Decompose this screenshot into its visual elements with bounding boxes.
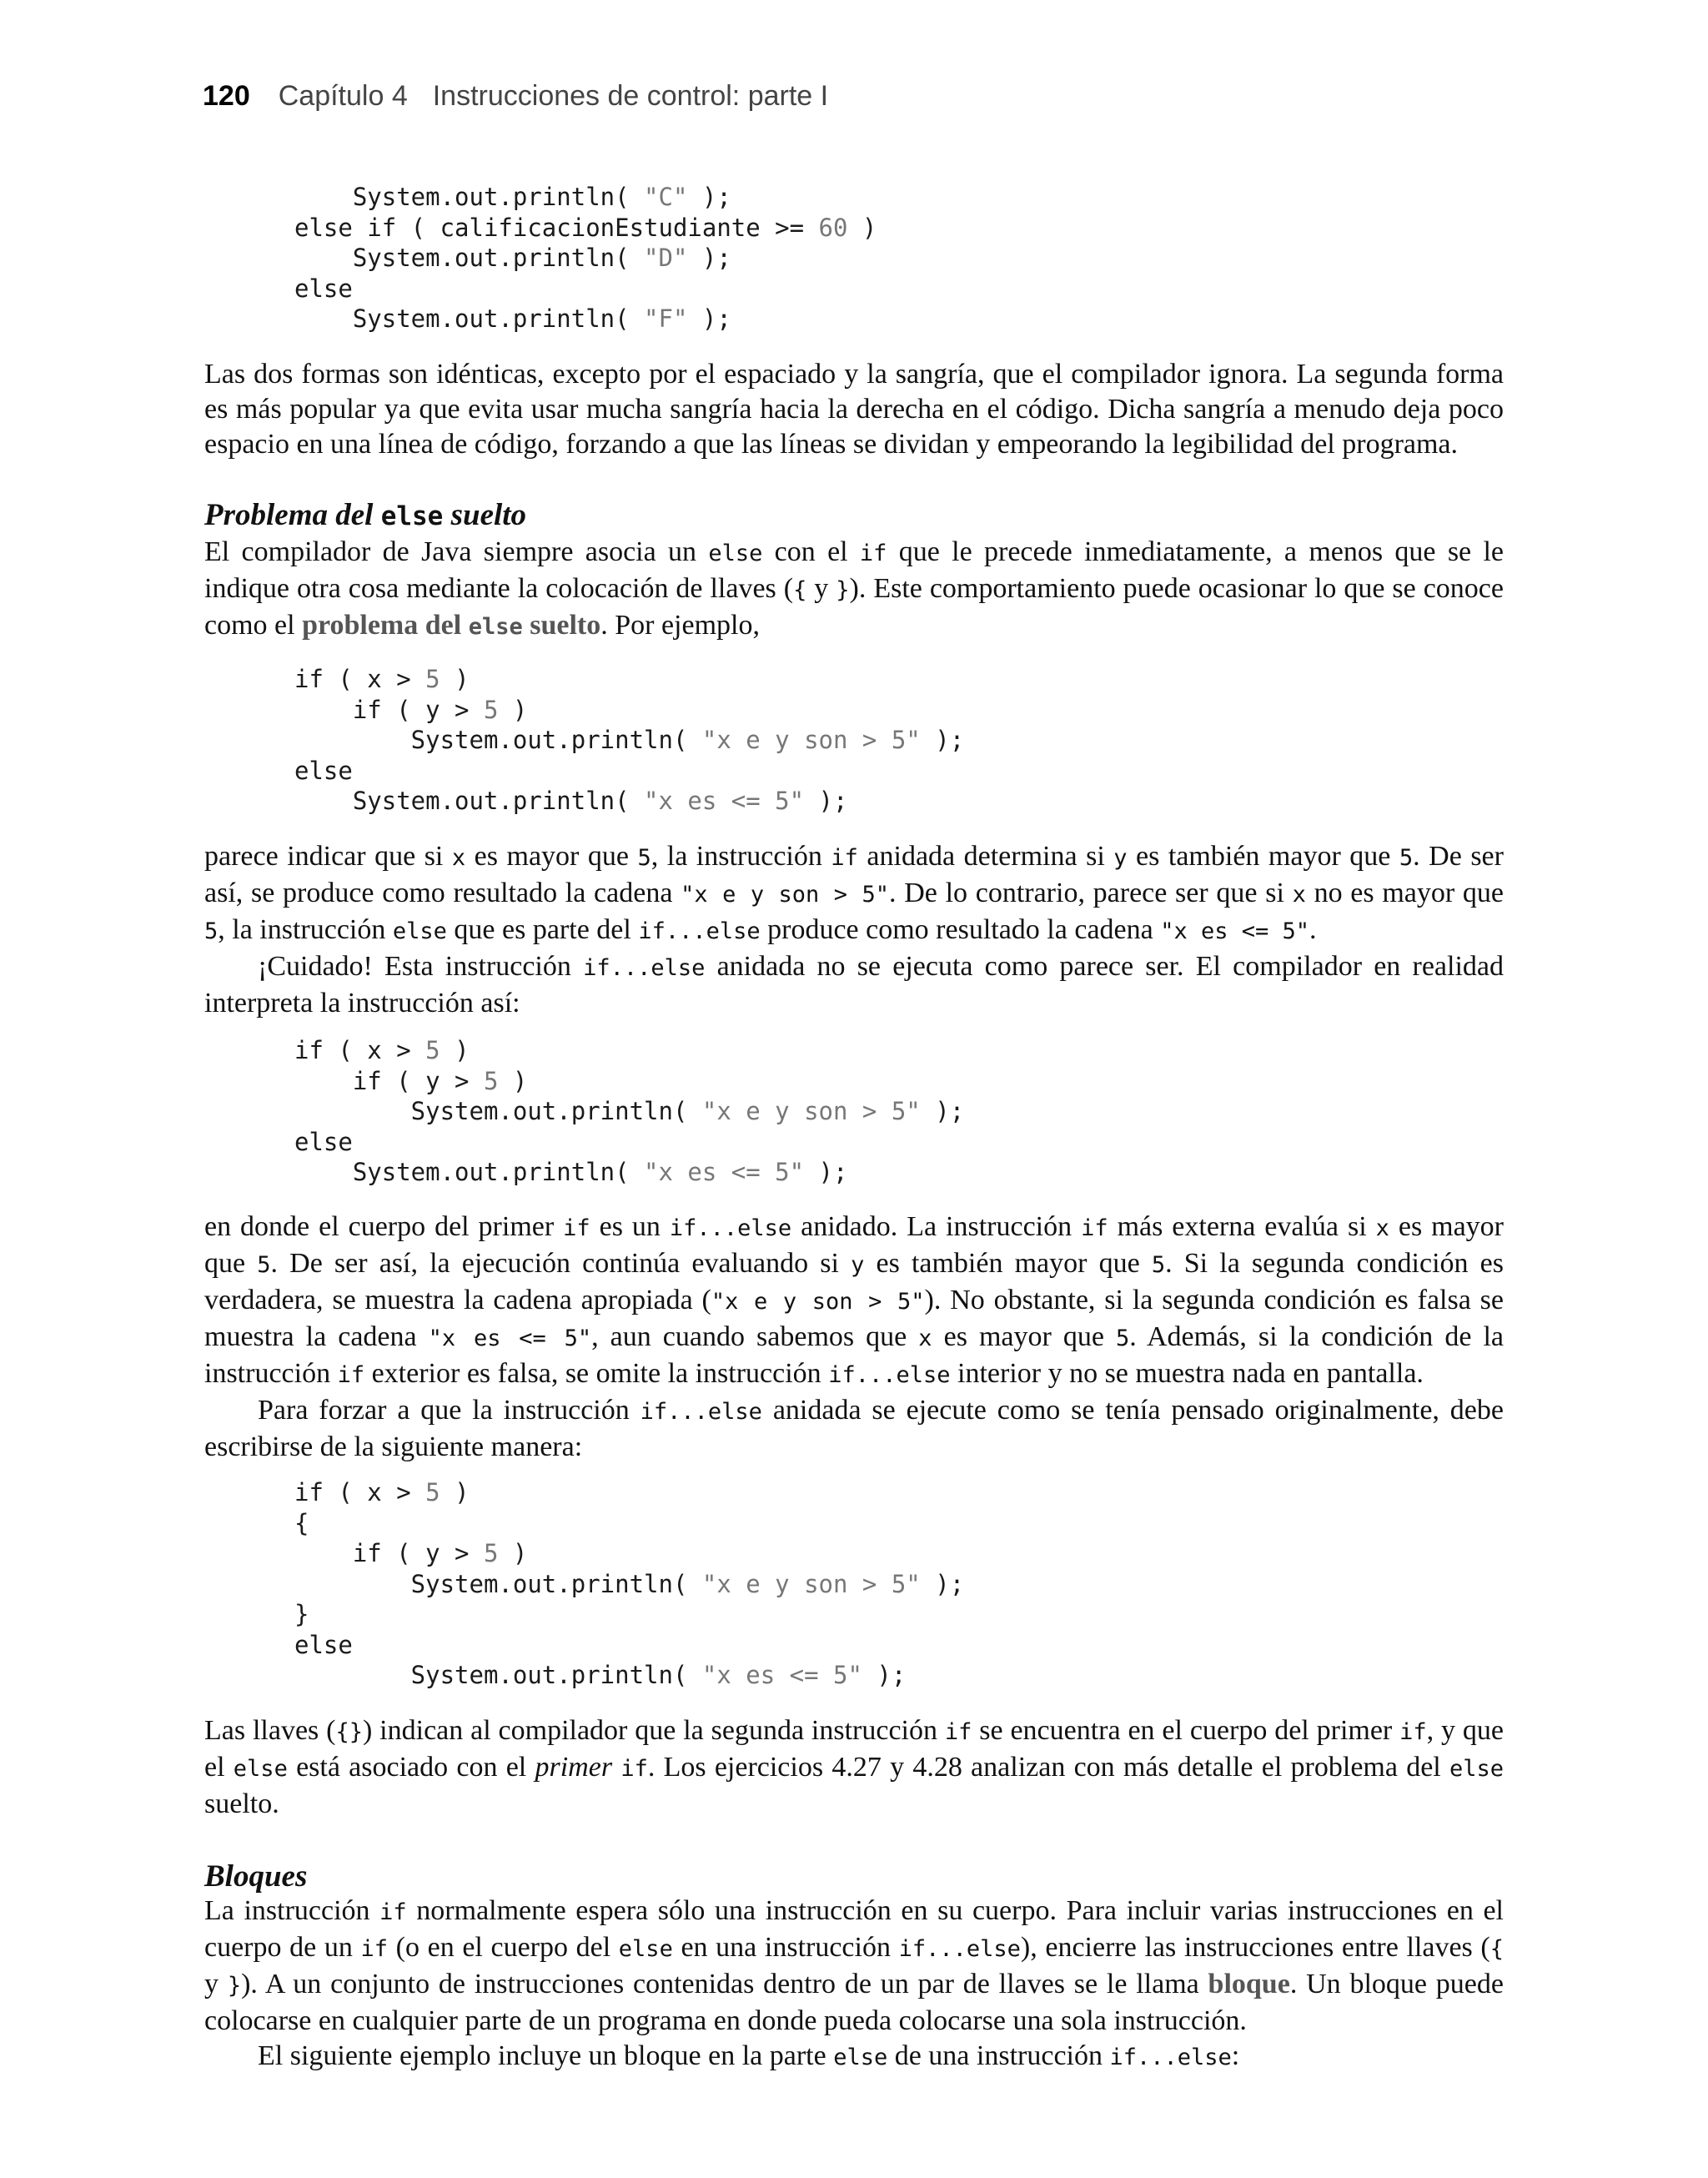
paragraph-actual-meaning: en donde el cuerpo del primer if es un if...else anidado. La instrucción if más externa evalúa si x es mayor que 5. De ser así, la ejecución continúa evaluando si y es también mayor que 5. Si la segunda condición es verdadera, se muestra la cadena apropiada ("x e y son > 5"). No obstante, si la segunda condición es falsa se muestra la cadena "x es <= 5", aun cuando sabemos que x es mayor que 5. Además, si la condición de la instrucción if exterior es falsa, se omite la instrucción if...else interior y no se muestra nada en pantalla. Para forzar a que la instrucción if...else anidada se ejecute como se tenía pensado originalmente, debe escribirse de la siguiente manera: [204,1211,1505,1462]
running-header [203,80,828,113]
paragraph-blocks: La instrucción if normalmente espera sólo una instrucción en su cuerpo. Para incluir varias instrucciones en el cuerpo de un if (o en el cuerpo del else en una instrucción if...else), encierre las instrucciones entre llaves ({ y }). A un conjunto de instrucciones contenidas dentro de un par de llaves se le llama bloque. Un bloque puede colocarse en cualquier parte de un programa en donde pueda colocarse una sola instrucción. El siguiente ejemplo incluye un bloque en la parte else de una instrucción if...else: [204,1895,1505,2071]
paragraph-spacing: Las dos formas son idénticas, excepto por el espaciado y la sangría, que el compilador ignora. La segunda forma es más popular ya que evita usar mucha sangría hacia la derecha en el código. Dicha sangría a menudo deja poco espacio en una línea de código, forzando a que las líneas se dividan y empeorando la legibilidad del programa. [204,359,1504,460]
code-block-braces: if ( x > 5 ) { if ( y > 5 ) System.out.println( "x e y son > 5" ); } else System.out.println( "x es <= 5" ); [294,1478,965,1689]
paragraph-dangling-else-intro: El compilador de Java siempre asocia un else con el if que le precede inmediatamente, a menos que se le indique otra cosa mediante la colocación de llaves ({ y }). Este comportamiento puede ocasionar lo que se conoce como el problema del else suelto. Por ejemplo, [204,536,1504,641]
chapter-title: Instrucciones de control: parte I [432,80,829,112]
key-term-bloque: bloque [1208,1969,1290,1999]
code-block-example-1: if ( x > 5 ) if ( y > 5 ) System.out.println( "x e y son > 5" ); else System.out.println( "x es <= 5" ); [294,665,965,815]
section-heading-blocks: Bloques [204,1859,308,1894]
paragraph-apparent-meaning: parece indicar que si x es mayor que 5, la instrucción if anidada determina si y es también mayor que 5. De ser así, se produce como resultado la cadena "x e y son > 5". De lo contrario, parece ser que si x no es mayor que 5, la instrucción else que es parte del if...else produce como resultado la cadena "x es <= 5". ¡Cuidado! Esta instrucción if...else anidada no se ejecuta como parece ser. El compilador en realidad interpreta la instrucción así: [204,841,1504,1019]
page-number: 120 [203,80,250,112]
code-block-example-2: if ( x > 5 ) if ( y > 5 ) System.out.println( "x e y son > 5" ); else System.out.println( "x es <= 5" ); [294,1036,965,1186]
paragraph-braces-explained: Las llaves ({}) indican al compilador que la segunda instrucción if se encuentra en el cuerpo del primer if, y que el else está asociado con el primer if. Los ejercicios 4.27 y 4.28 analizan con más detalle el problema del else suelto. [204,1715,1505,1819]
key-term: problema del else suelto [302,610,601,641]
section-heading-dangling-else: Problema del else suelto [204,498,527,532]
code-block-grade: System.out.println( "C" ); else if ( calificacionEstudiante >= 60 ) System.out.println( "D" ); else System.out.println( "F" ); [294,183,877,333]
chapter-label: Capítulo 4 [278,80,408,112]
